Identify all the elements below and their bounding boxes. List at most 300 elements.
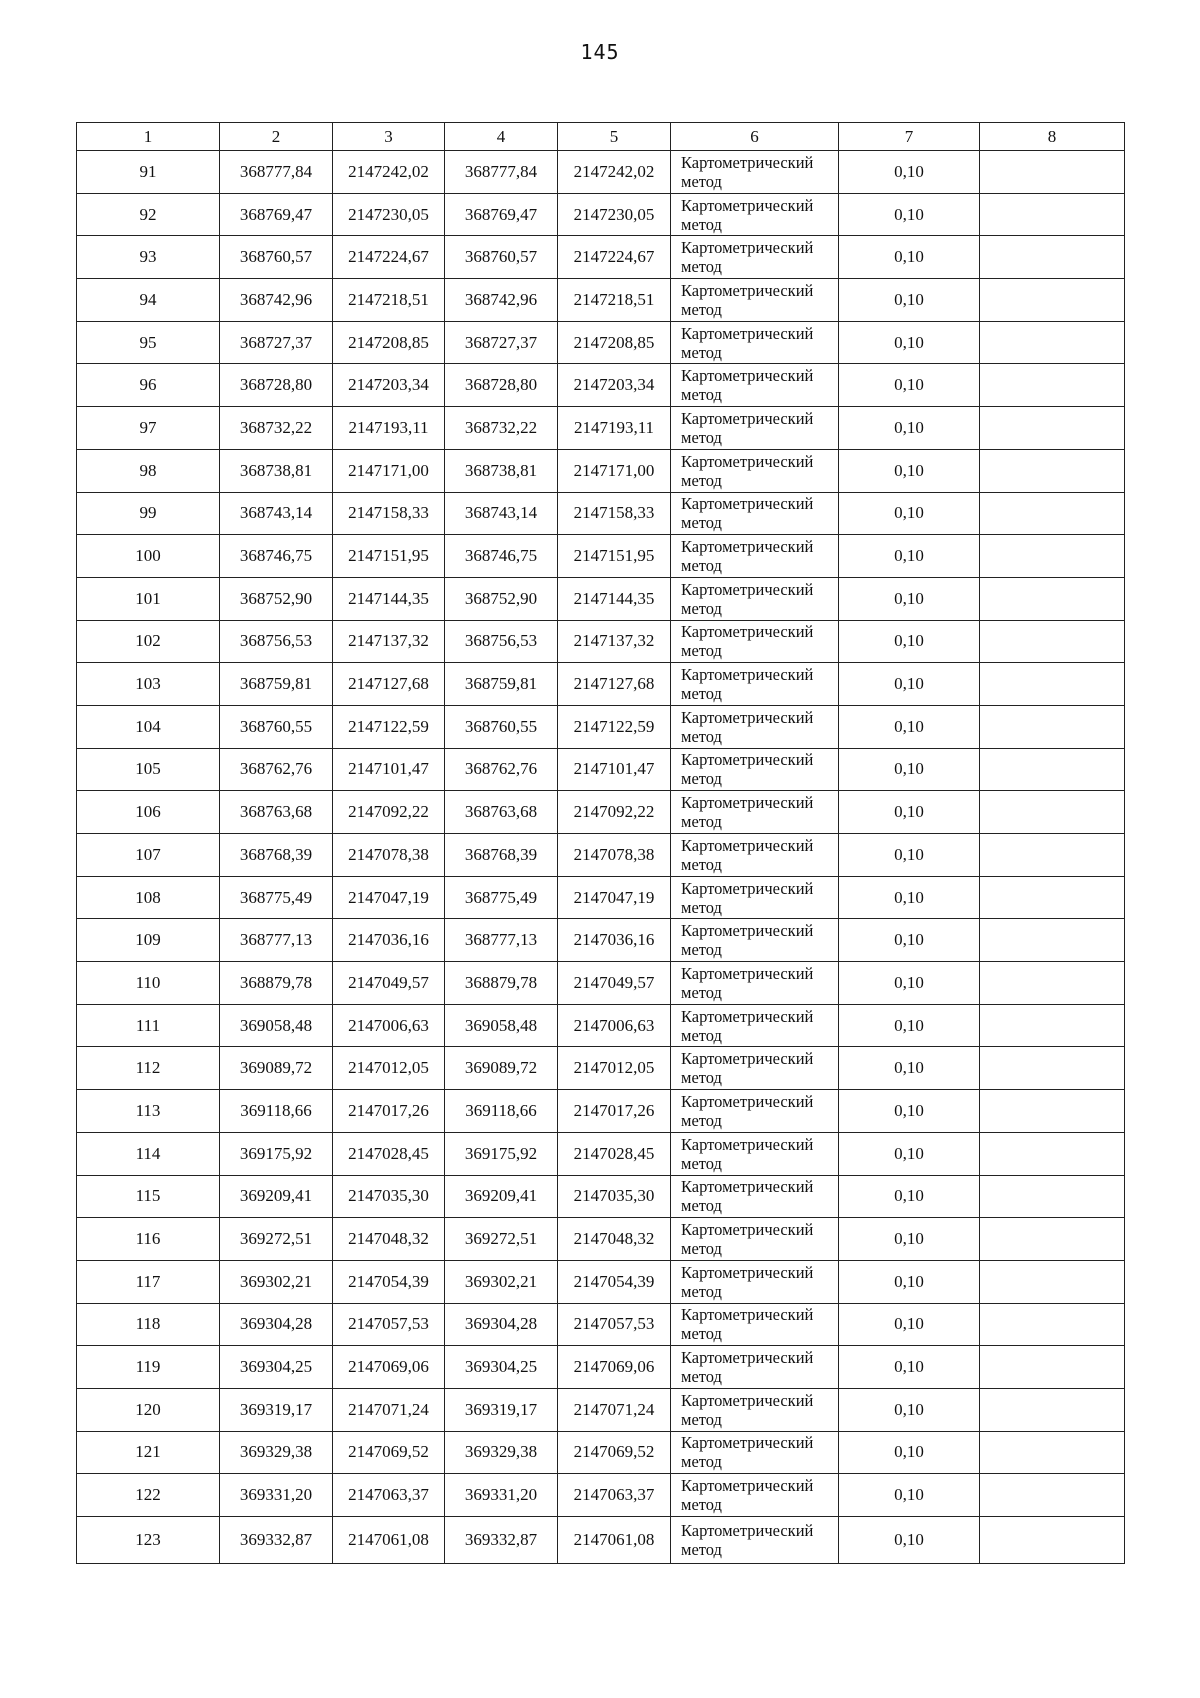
method-line: Картометрический xyxy=(681,408,814,428)
point-number-cell: 117 xyxy=(77,1260,220,1303)
method-line: Картометрический xyxy=(681,1476,814,1496)
table-row xyxy=(77,1132,1125,1175)
page-number: 145 xyxy=(580,40,620,64)
note-cell xyxy=(980,620,1125,663)
table-row xyxy=(77,151,1125,194)
method-line: метод xyxy=(681,299,722,319)
coordinate-cell: 368768,39 xyxy=(445,834,558,877)
coordinate-cell: 2147071,24 xyxy=(333,1388,445,1431)
coordinate-cell: 2147035,30 xyxy=(333,1175,445,1218)
note-cell xyxy=(980,449,1125,492)
point-number-cell: 95 xyxy=(77,321,220,364)
method-line: Картометрический xyxy=(681,1049,814,1069)
method-line: Картометрический xyxy=(681,494,814,514)
table-body xyxy=(77,151,1125,1564)
column-header: 5 xyxy=(558,123,671,151)
coordinate-cell: 2147078,38 xyxy=(333,834,445,877)
coordinate-cell: 368760,55 xyxy=(220,705,333,748)
method-cell xyxy=(671,748,839,791)
point-number-cell: 104 xyxy=(77,705,220,748)
coordinate-cell: 368732,22 xyxy=(445,407,558,450)
method-line: Картометрический xyxy=(681,238,814,258)
table-row xyxy=(77,748,1125,791)
coordinate-cell: 2147078,38 xyxy=(558,834,671,877)
coordinate-cell: 2147012,05 xyxy=(558,1047,671,1090)
accuracy-cell: 0,10 xyxy=(839,193,980,236)
coordinate-cell: 368759,81 xyxy=(445,663,558,706)
note-cell xyxy=(980,1431,1125,1474)
accuracy-cell: 0,10 xyxy=(839,1004,980,1047)
coordinate-cell: 369329,38 xyxy=(220,1431,333,1474)
method-line: метод xyxy=(681,1540,722,1559)
coordinates-table xyxy=(76,122,1125,1564)
accuracy-cell: 0,10 xyxy=(839,1517,980,1564)
point-number-cell: 96 xyxy=(77,364,220,407)
method-line: Картометрический xyxy=(681,152,814,172)
point-number-cell: 119 xyxy=(77,1346,220,1389)
coordinate-cell: 2147035,30 xyxy=(558,1175,671,1218)
method-line: метод xyxy=(681,982,722,1002)
method-cell xyxy=(671,1090,839,1133)
method-line: метод xyxy=(681,726,722,746)
coordinate-cell: 2147151,95 xyxy=(333,535,445,578)
method-cell xyxy=(671,1004,839,1047)
method-line: метод xyxy=(681,769,722,789)
coordinate-cell: 2147036,16 xyxy=(333,919,445,962)
accuracy-cell: 0,10 xyxy=(839,535,980,578)
method-cell xyxy=(671,962,839,1005)
method-line: метод xyxy=(681,1409,722,1429)
table-row xyxy=(77,1004,1125,1047)
note-cell xyxy=(980,1474,1125,1517)
coordinate-cell: 369319,17 xyxy=(220,1388,333,1431)
table-row xyxy=(77,1346,1125,1389)
column-header: 1 xyxy=(77,123,220,151)
table-row xyxy=(77,321,1125,364)
coordinate-cell: 369209,41 xyxy=(445,1175,558,1218)
note-cell xyxy=(980,1047,1125,1090)
note-cell xyxy=(980,1260,1125,1303)
table-row xyxy=(77,876,1125,919)
method-line: Картометрический xyxy=(681,1390,814,1410)
coordinate-cell: 368762,76 xyxy=(445,748,558,791)
accuracy-cell: 0,10 xyxy=(839,1303,980,1346)
coordinate-cell: 2147006,63 xyxy=(558,1004,671,1047)
coordinate-cell: 2147049,57 xyxy=(333,962,445,1005)
note-cell xyxy=(980,279,1125,322)
coordinate-cell: 2147071,24 xyxy=(558,1388,671,1431)
accuracy-cell: 0,10 xyxy=(839,1218,980,1261)
method-line: метод xyxy=(681,641,722,661)
method-line: Картометрический xyxy=(681,280,814,300)
coordinate-cell: 368768,39 xyxy=(220,834,333,877)
accuracy-cell: 0,10 xyxy=(839,1474,980,1517)
method-cell xyxy=(671,834,839,877)
coordinate-cell: 368752,90 xyxy=(220,577,333,620)
accuracy-cell: 0,10 xyxy=(839,1175,980,1218)
coordinate-cell: 2147230,05 xyxy=(558,193,671,236)
note-cell xyxy=(980,236,1125,279)
coordinate-cell: 369319,17 xyxy=(445,1388,558,1431)
table-row xyxy=(77,492,1125,535)
method-line: метод xyxy=(681,470,722,490)
point-number-cell: 99 xyxy=(77,492,220,535)
accuracy-cell: 0,10 xyxy=(839,236,980,279)
coordinate-cell: 2147193,11 xyxy=(333,407,445,450)
method-cell xyxy=(671,1132,839,1175)
column-header: 6 xyxy=(671,123,839,151)
method-line: метод xyxy=(681,854,722,874)
coordinate-cell: 2147208,85 xyxy=(558,321,671,364)
table-row xyxy=(77,577,1125,620)
table-row xyxy=(77,364,1125,407)
note-cell xyxy=(980,1346,1125,1389)
coordinate-cell: 368756,53 xyxy=(445,620,558,663)
method-cell xyxy=(671,1474,839,1517)
accuracy-cell: 0,10 xyxy=(839,1346,980,1389)
coordinate-cell: 2147057,53 xyxy=(558,1303,671,1346)
point-number-cell: 113 xyxy=(77,1090,220,1133)
coordinate-cell: 368775,49 xyxy=(220,876,333,919)
accuracy-cell: 0,10 xyxy=(839,791,980,834)
coordinate-cell: 2147230,05 xyxy=(333,193,445,236)
note-cell xyxy=(980,1517,1125,1564)
note-cell xyxy=(980,1175,1125,1218)
coordinate-cell: 368743,14 xyxy=(220,492,333,535)
table-row xyxy=(77,1517,1125,1564)
method-line: Картометрический xyxy=(681,451,814,471)
method-line: Картометрический xyxy=(681,1006,814,1026)
method-line: Картометрический xyxy=(681,537,814,557)
coordinate-cell: 2147048,32 xyxy=(333,1218,445,1261)
table-row xyxy=(77,1474,1125,1517)
coordinate-cell: 369175,92 xyxy=(220,1132,333,1175)
method-line: Картометрический xyxy=(681,665,814,685)
point-number-cell: 115 xyxy=(77,1175,220,1218)
table-row xyxy=(77,1303,1125,1346)
coordinate-cell: 368879,78 xyxy=(220,962,333,1005)
note-cell xyxy=(980,748,1125,791)
method-line: метод xyxy=(681,1281,722,1301)
note-cell xyxy=(980,663,1125,706)
method-cell xyxy=(671,1303,839,1346)
method-cell xyxy=(671,279,839,322)
coordinate-cell: 368762,76 xyxy=(220,748,333,791)
point-number-cell: 91 xyxy=(77,151,220,194)
method-line: метод xyxy=(681,1324,722,1344)
method-line: Картометрический xyxy=(681,195,814,215)
method-line: Картометрический xyxy=(681,963,814,983)
coordinate-cell: 369118,66 xyxy=(220,1090,333,1133)
point-number-cell: 103 xyxy=(77,663,220,706)
method-cell xyxy=(671,876,839,919)
coordinate-cell: 2147122,59 xyxy=(558,705,671,748)
coordinate-cell: 2147122,59 xyxy=(333,705,445,748)
table-row xyxy=(77,279,1125,322)
note-cell xyxy=(980,876,1125,919)
coordinate-cell: 2147144,35 xyxy=(333,577,445,620)
coordinate-cell: 2147063,37 xyxy=(333,1474,445,1517)
coordinate-cell: 2147049,57 xyxy=(558,962,671,1005)
method-cell xyxy=(671,193,839,236)
accuracy-cell: 0,10 xyxy=(839,1047,980,1090)
accuracy-cell: 0,10 xyxy=(839,151,980,194)
note-cell xyxy=(980,151,1125,194)
accuracy-cell: 0,10 xyxy=(839,1431,980,1474)
note-cell xyxy=(980,1004,1125,1047)
coordinate-cell: 368738,81 xyxy=(220,449,333,492)
accuracy-cell: 0,10 xyxy=(839,492,980,535)
point-number-cell: 100 xyxy=(77,535,220,578)
table-row xyxy=(77,663,1125,706)
coordinate-cell: 369118,66 xyxy=(445,1090,558,1133)
coordinate-cell: 2147224,67 xyxy=(333,236,445,279)
accuracy-cell: 0,10 xyxy=(839,1090,980,1133)
method-line: метод xyxy=(681,171,722,191)
coordinate-cell: 2147158,33 xyxy=(558,492,671,535)
coordinate-cell: 2147218,51 xyxy=(558,279,671,322)
accuracy-cell: 0,10 xyxy=(839,449,980,492)
coordinate-cell: 2147144,35 xyxy=(558,577,671,620)
method-line: метод xyxy=(681,940,722,960)
coordinate-cell: 2147069,06 xyxy=(558,1346,671,1389)
method-line: метод xyxy=(681,684,722,704)
coordinate-cell: 368777,84 xyxy=(445,151,558,194)
table-row xyxy=(77,1047,1125,1090)
coordinate-cell: 2147137,32 xyxy=(558,620,671,663)
note-cell xyxy=(980,1218,1125,1261)
method-line: метод xyxy=(681,556,722,576)
point-number-cell: 97 xyxy=(77,407,220,450)
coordinate-cell: 368769,47 xyxy=(220,193,333,236)
coordinate-cell: 368746,75 xyxy=(445,535,558,578)
table-row xyxy=(77,236,1125,279)
method-line: метод xyxy=(681,427,722,447)
table-row xyxy=(77,449,1125,492)
coordinate-cell: 2147171,00 xyxy=(558,449,671,492)
coordinate-cell: 2147057,53 xyxy=(333,1303,445,1346)
method-line: Картометрический xyxy=(681,707,814,727)
coordinate-cell: 369272,51 xyxy=(445,1218,558,1261)
coordinate-cell: 2147069,06 xyxy=(333,1346,445,1389)
method-cell xyxy=(671,407,839,450)
table-row xyxy=(77,1431,1125,1474)
method-line: Картометрический xyxy=(681,1521,814,1540)
method-line: метод xyxy=(681,214,722,234)
point-number-cell: 121 xyxy=(77,1431,220,1474)
accuracy-cell: 0,10 xyxy=(839,321,980,364)
coordinate-cell: 2147028,45 xyxy=(333,1132,445,1175)
method-cell xyxy=(671,449,839,492)
note-cell xyxy=(980,321,1125,364)
method-line: Картометрический xyxy=(681,921,814,941)
coordinate-cell: 369058,48 xyxy=(445,1004,558,1047)
table-row xyxy=(77,705,1125,748)
table-row xyxy=(77,1388,1125,1431)
coordinate-cell: 368760,57 xyxy=(445,236,558,279)
coordinate-cell: 368879,78 xyxy=(445,962,558,1005)
accuracy-cell: 0,10 xyxy=(839,663,980,706)
coordinate-cell: 369332,87 xyxy=(220,1517,333,1564)
note-cell xyxy=(980,705,1125,748)
method-line: Картометрический xyxy=(681,1134,814,1154)
column-header: 7 xyxy=(839,123,980,151)
note-cell xyxy=(980,791,1125,834)
method-line: метод xyxy=(681,812,722,832)
table-row xyxy=(77,620,1125,663)
coordinate-cell: 2147193,11 xyxy=(558,407,671,450)
accuracy-cell: 0,10 xyxy=(839,364,980,407)
method-line: Картометрический xyxy=(681,1177,814,1197)
coordinate-cell: 368742,96 xyxy=(445,279,558,322)
point-number-cell: 118 xyxy=(77,1303,220,1346)
method-cell xyxy=(671,1175,839,1218)
method-line: Картометрический xyxy=(681,1305,814,1325)
coordinate-cell: 368742,96 xyxy=(220,279,333,322)
method-line: Картометрический xyxy=(681,1262,814,1282)
accuracy-cell: 0,10 xyxy=(839,876,980,919)
coordinate-cell: 2147242,02 xyxy=(558,151,671,194)
coordinate-cell: 368760,57 xyxy=(220,236,333,279)
coordinate-cell: 2147171,00 xyxy=(333,449,445,492)
accuracy-cell: 0,10 xyxy=(839,748,980,791)
method-line: метод xyxy=(681,1239,722,1259)
coordinate-cell: 2147203,34 xyxy=(558,364,671,407)
note-cell xyxy=(980,834,1125,877)
method-line: Картометрический xyxy=(681,835,814,855)
coordinate-cell: 368752,90 xyxy=(445,577,558,620)
coordinate-cell: 2147218,51 xyxy=(333,279,445,322)
coordinate-cell: 368759,81 xyxy=(220,663,333,706)
accuracy-cell: 0,10 xyxy=(839,834,980,877)
coordinate-cell: 368756,53 xyxy=(220,620,333,663)
coordinate-cell: 2147101,47 xyxy=(558,748,671,791)
point-number-cell: 114 xyxy=(77,1132,220,1175)
coordinate-cell: 2147047,19 xyxy=(558,876,671,919)
accuracy-cell: 0,10 xyxy=(839,407,980,450)
note-cell xyxy=(980,492,1125,535)
coordinate-cell: 369175,92 xyxy=(445,1132,558,1175)
method-cell xyxy=(671,791,839,834)
coordinate-cell: 369058,48 xyxy=(220,1004,333,1047)
coordinate-cell: 2147006,63 xyxy=(333,1004,445,1047)
coordinate-cell: 369304,25 xyxy=(445,1346,558,1389)
method-line: метод xyxy=(681,1153,722,1173)
coordinate-cell: 368760,55 xyxy=(445,705,558,748)
point-number-cell: 107 xyxy=(77,834,220,877)
coordinate-cell: 369089,72 xyxy=(220,1047,333,1090)
coordinate-cell: 2147242,02 xyxy=(333,151,445,194)
column-header: 4 xyxy=(445,123,558,151)
coordinate-cell: 2147092,22 xyxy=(333,791,445,834)
coordinate-cell: 368777,13 xyxy=(445,919,558,962)
coordinate-cell: 2147054,39 xyxy=(333,1260,445,1303)
method-line: Картометрический xyxy=(681,323,814,343)
coordinate-cell: 2147036,16 xyxy=(558,919,671,962)
table-row xyxy=(77,791,1125,834)
note-cell xyxy=(980,364,1125,407)
note-cell xyxy=(980,535,1125,578)
coordinate-cell: 369089,72 xyxy=(445,1047,558,1090)
column-header: 3 xyxy=(333,123,445,151)
point-number-cell: 110 xyxy=(77,962,220,1005)
method-line: метод xyxy=(681,1495,722,1515)
table-row xyxy=(77,1090,1125,1133)
note-cell xyxy=(980,193,1125,236)
accuracy-cell: 0,10 xyxy=(839,279,980,322)
point-number-cell: 116 xyxy=(77,1218,220,1261)
point-number-cell: 105 xyxy=(77,748,220,791)
coordinate-cell: 2147012,05 xyxy=(333,1047,445,1090)
point-number-cell: 109 xyxy=(77,919,220,962)
coordinate-cell: 369329,38 xyxy=(445,1431,558,1474)
coordinate-cell: 2147158,33 xyxy=(333,492,445,535)
accuracy-cell: 0,10 xyxy=(839,1260,980,1303)
point-number-cell: 93 xyxy=(77,236,220,279)
method-line: метод xyxy=(681,1367,722,1387)
coordinate-cell: 2147137,32 xyxy=(333,620,445,663)
method-line: Картометрический xyxy=(681,1348,814,1368)
note-cell xyxy=(980,962,1125,1005)
table-row xyxy=(77,535,1125,578)
coordinate-cell: 368777,84 xyxy=(220,151,333,194)
method-line: метод xyxy=(681,1452,722,1472)
table-row xyxy=(77,962,1125,1005)
coordinate-cell: 2147208,85 xyxy=(333,321,445,364)
coordinate-cell: 369304,28 xyxy=(220,1303,333,1346)
coordinate-cell: 2147028,45 xyxy=(558,1132,671,1175)
method-line: метод xyxy=(681,1025,722,1045)
table-row xyxy=(77,919,1125,962)
coordinate-cell: 368777,13 xyxy=(220,919,333,962)
table-header-row xyxy=(77,123,1125,151)
coordinate-cell: 2147127,68 xyxy=(558,663,671,706)
accuracy-cell: 0,10 xyxy=(839,1132,980,1175)
coordinate-cell: 2147151,95 xyxy=(558,535,671,578)
method-cell xyxy=(671,321,839,364)
note-cell xyxy=(980,1388,1125,1431)
method-cell xyxy=(671,620,839,663)
note-cell xyxy=(980,1090,1125,1133)
method-cell xyxy=(671,919,839,962)
method-cell xyxy=(671,492,839,535)
coordinate-cell: 369302,21 xyxy=(445,1260,558,1303)
point-number-cell: 112 xyxy=(77,1047,220,1090)
point-number-cell: 111 xyxy=(77,1004,220,1047)
method-cell xyxy=(671,577,839,620)
accuracy-cell: 0,10 xyxy=(839,1388,980,1431)
method-line: метод xyxy=(681,385,722,405)
coordinate-cell: 369272,51 xyxy=(220,1218,333,1261)
method-line: метод xyxy=(681,342,722,362)
table-row xyxy=(77,193,1125,236)
method-line: Картометрический xyxy=(681,878,814,898)
table-row xyxy=(77,1218,1125,1261)
method-cell xyxy=(671,535,839,578)
point-number-cell: 98 xyxy=(77,449,220,492)
method-line: Картометрический xyxy=(681,1220,814,1240)
coordinate-cell: 2147061,08 xyxy=(558,1517,671,1564)
note-cell xyxy=(980,919,1125,962)
table-row xyxy=(77,834,1125,877)
note-cell xyxy=(980,407,1125,450)
coordinate-cell: 2147101,47 xyxy=(333,748,445,791)
point-number-cell: 102 xyxy=(77,620,220,663)
method-cell xyxy=(671,1388,839,1431)
table-row xyxy=(77,1175,1125,1218)
point-number-cell: 101 xyxy=(77,577,220,620)
method-cell xyxy=(671,705,839,748)
